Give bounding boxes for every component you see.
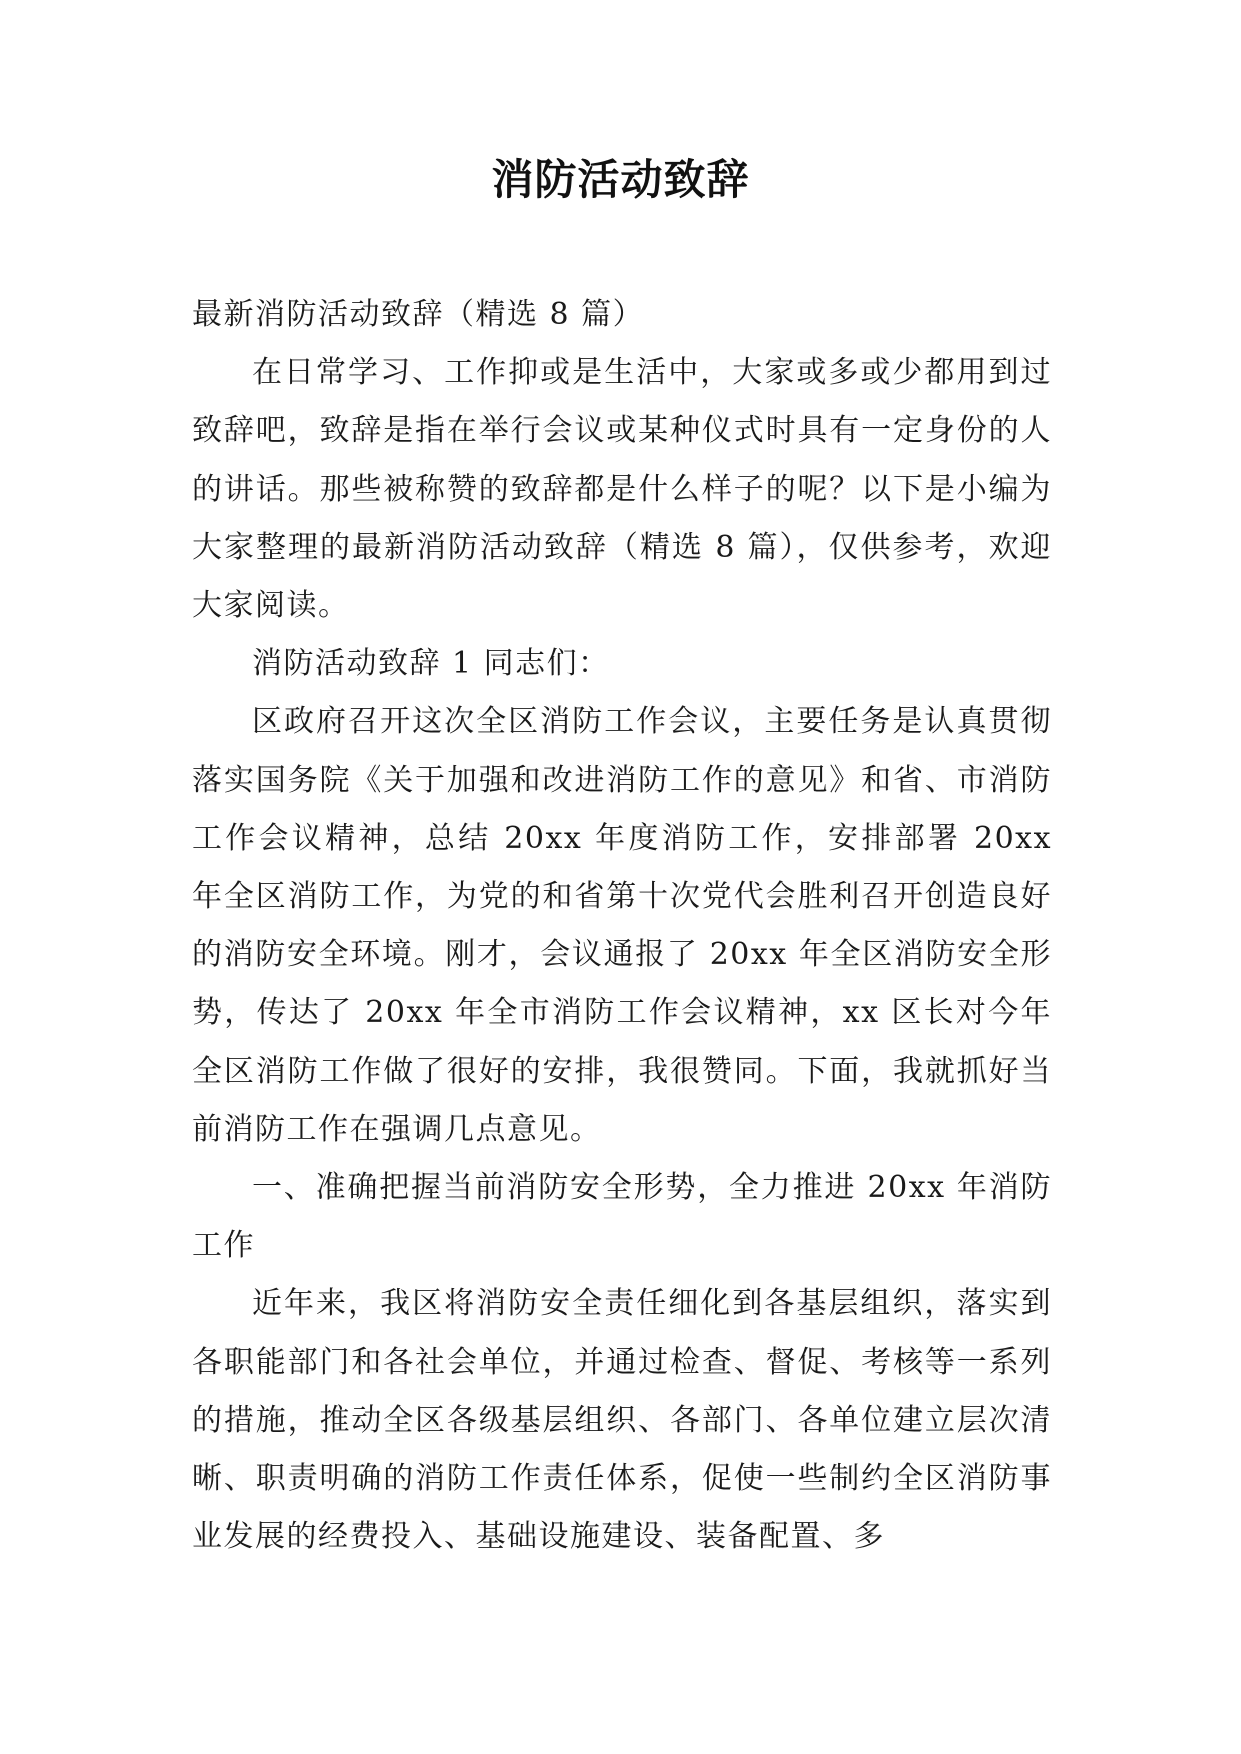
section-heading-paragraph: 一、准确把握当前消防安全形势，全力推进 20xx 年消防工作 (192, 1170, 1052, 1264)
document-title: 消防活动致辞 (491, 155, 750, 204)
body-paragraph: 区政府召开这次全区消防工作会议，主要任务是认真贯彻落实国务院《关于加强和改进消防工作的意见》和省、市消防工作会议精神，总结 20xx 年度消防工作，安排部署 20xx 年全区消防工作，为党的和省第十次党代会胜利召开创造良好的消防安全环境。刚才，会议通报了 20xx 年全区消防安全形势，传达了 20xx 年全市消防工作会议精神，xx 区长对今年全区消防工作做了很好的安排，我很赞同。下面，我就抓好当前消防工作在强调几点意见。 (192, 704, 1052, 1147)
body-paragraph: 近年来，我区将消防安全责任细化到各基层组织，落实到各职能部门和各社会单位，并通过检查、督促、考核等一系列的措施，推动全区各级基层组织、各部门、各单位建立层次清晰、职责明确的消防工作责任体系，促使一些制约全区消防事业发展的经费投入、基础设施建设、装备配置、多 (192, 1286, 1052, 1555)
intro-paragraph: 在日常学习、工作抑或是生活中，大家或多或少都用到过致辞吧，致辞是指在举行会议或某种仪式时具有一定身份的人的讲话。那些被称赞的致辞都是什么样子的呢？以下是小编为大家整理的最新消防活动致辞（精选 8 篇），仅供参考，欢迎大家阅读。 (192, 355, 1052, 624)
subtitle-paragraph: 最新消防活动致辞（精选 8 篇） (192, 297, 645, 332)
speech-heading-paragraph: 消防活动致辞 1 同志们： (252, 646, 610, 682)
document-body (192, 286, 1052, 1566)
